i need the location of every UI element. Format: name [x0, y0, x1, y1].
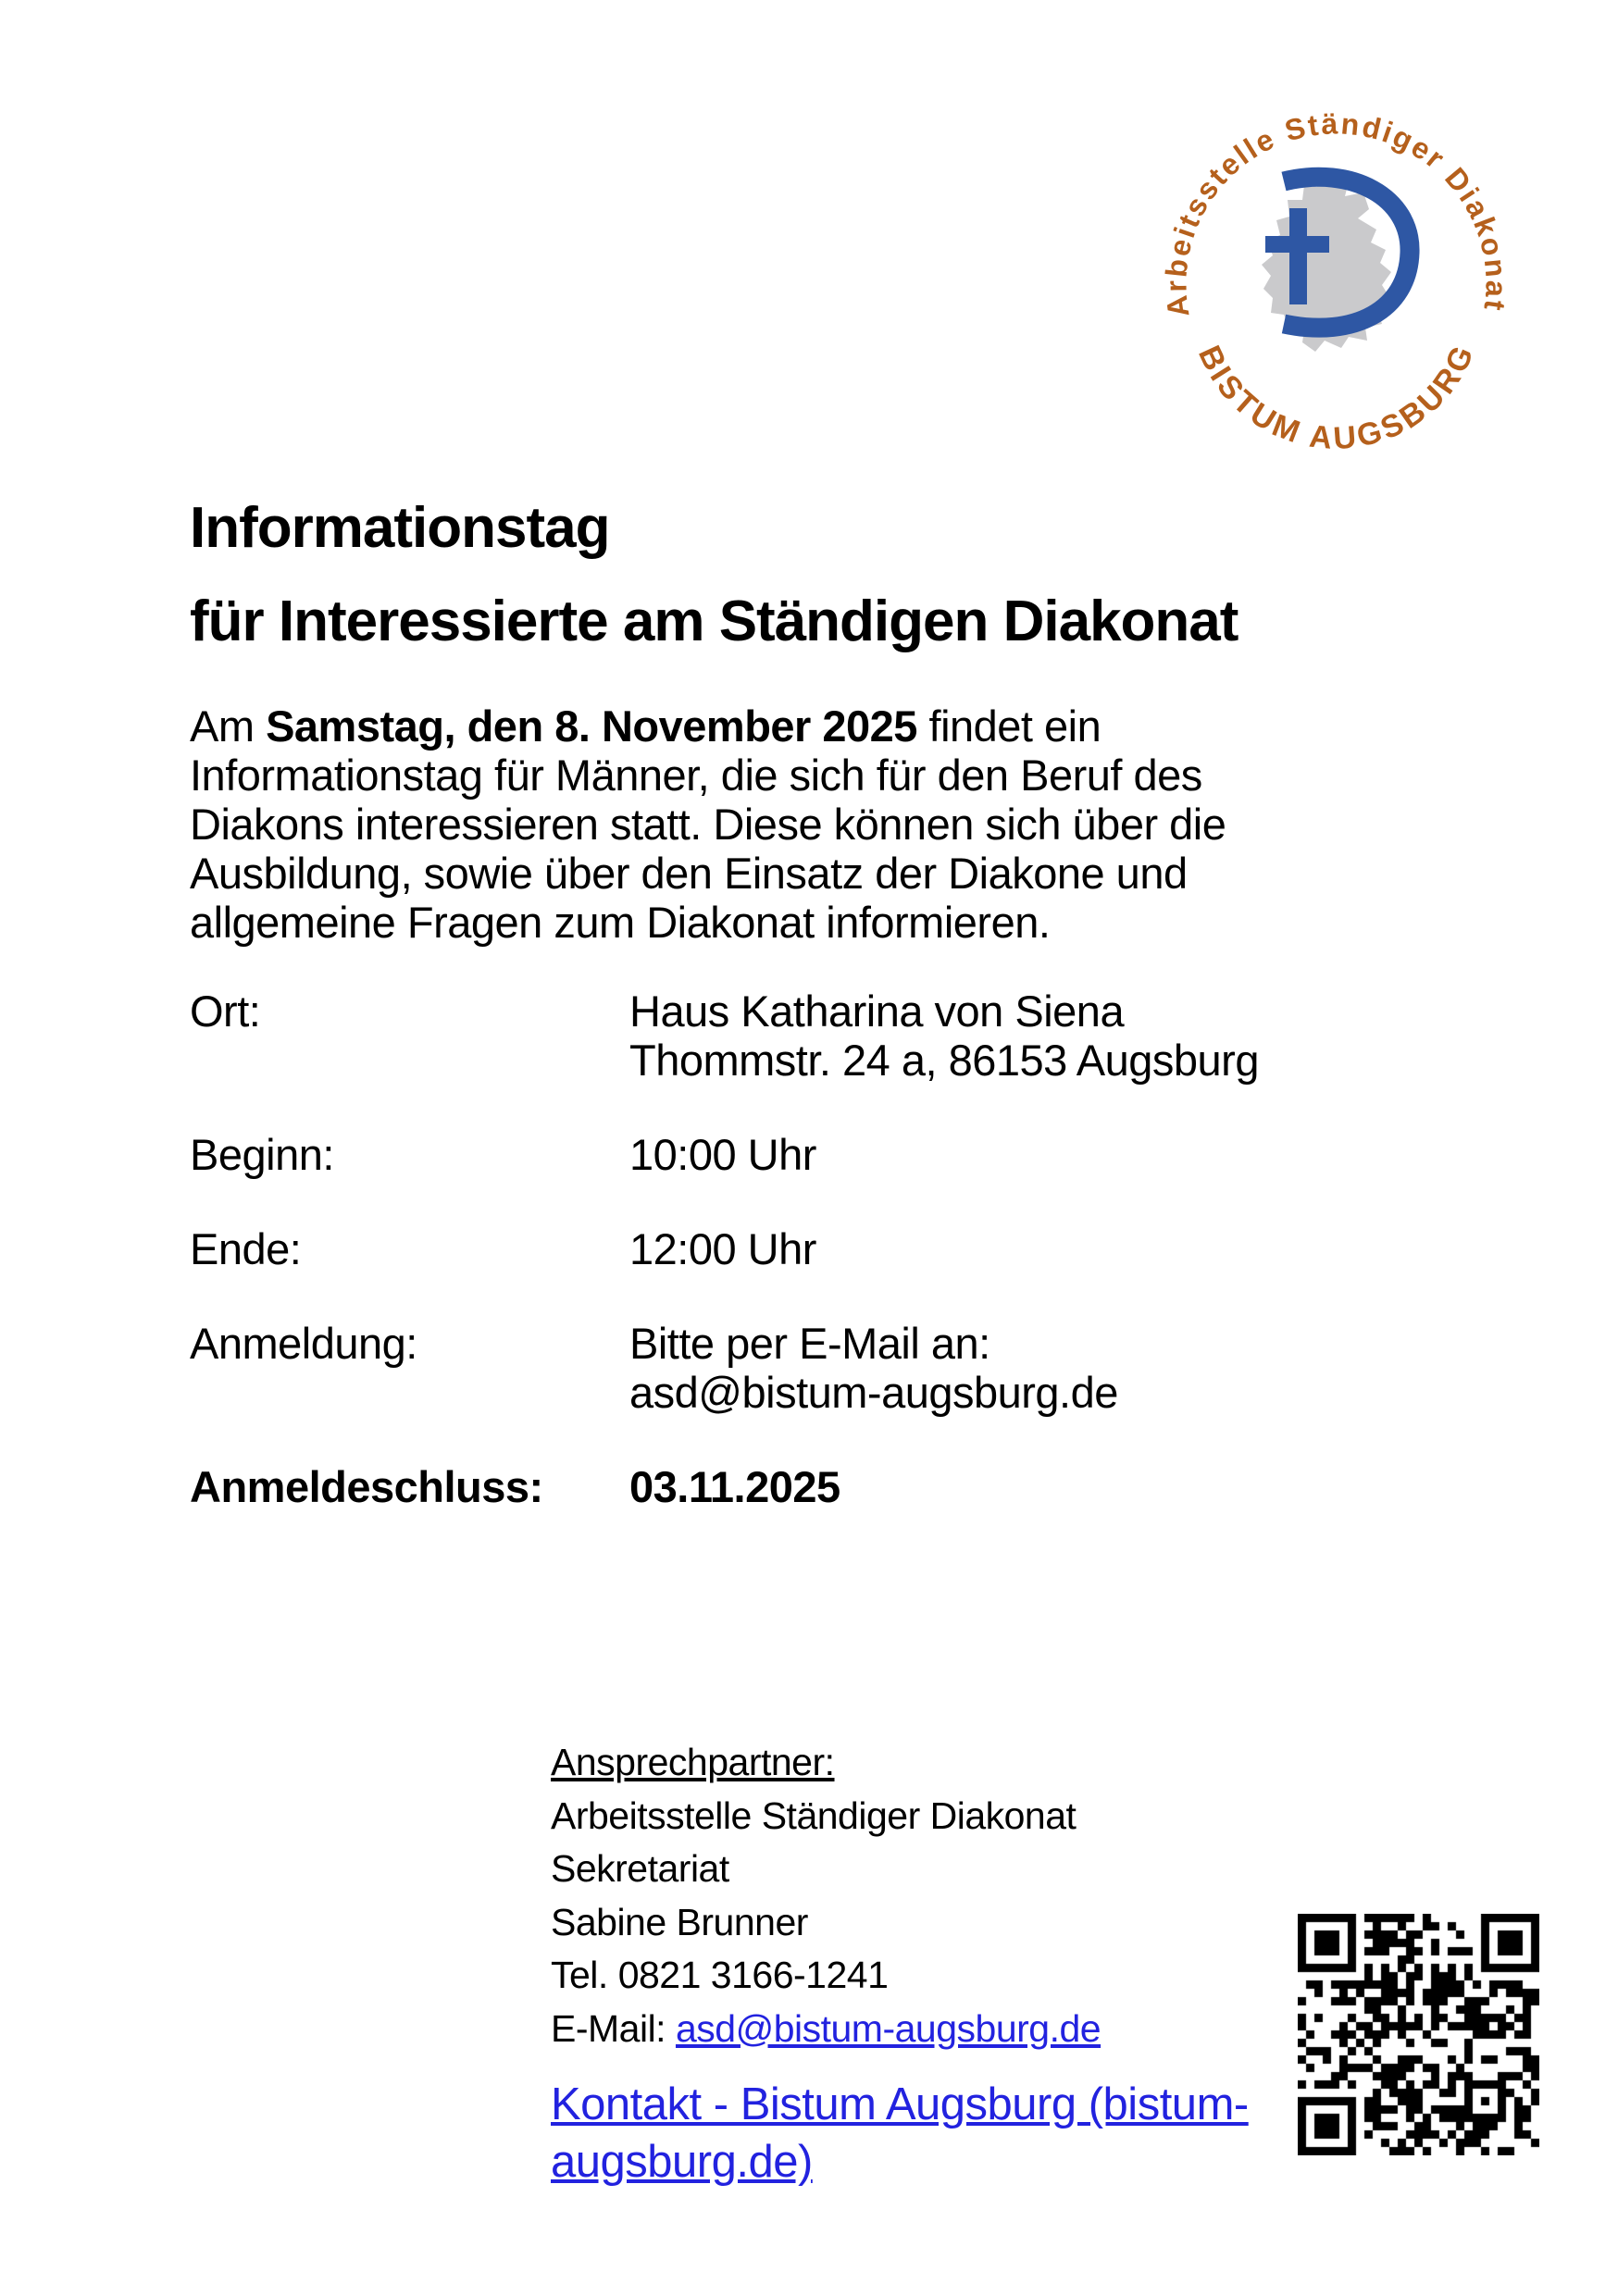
detail-row [190, 987, 1259, 1085]
detail-value [629, 1462, 1259, 1511]
intro-text-segment: Am [190, 701, 267, 751]
detail-label: Anmeldeschluss: [190, 1462, 543, 1511]
detail-value-line: asd@bistum-augsburg.de [629, 1368, 1118, 1417]
logo-arc-bottom-text: BISTUM AUGSBURG [1190, 338, 1483, 457]
intro-line [190, 898, 1226, 947]
cross-icon-bar [1265, 236, 1329, 253]
logo-arc-top-text: Arbeitsstelle Ständiger Diakonat [1159, 106, 1513, 319]
detail-value [629, 1130, 1259, 1179]
email-link[interactable]: asd@bistum-augsburg.de [675, 2006, 1101, 2050]
intro-text-segment: Ausbildung, sowie über den Einsatz der Diakone und [190, 849, 1188, 898]
contact-line: Sekretariat [551, 1847, 729, 1890]
contact-lines [551, 1790, 1347, 2003]
contact-line: Arbeitsstelle Ständiger Diakonat [551, 1793, 1077, 1837]
contact-heading: Ansprechpartner: [551, 1741, 835, 1783]
detail-value-line: 12:00 Uhr [629, 1224, 816, 1273]
contact-line: Sabine Brunner [551, 1900, 808, 1943]
bistum-augsburg-logo [1143, 81, 1532, 461]
page-title [190, 481, 1238, 668]
kontakt-link[interactable] [551, 2076, 1328, 2191]
kontakt-link-line: Kontakt - Bistum Augsburg (bistum- [551, 2079, 1249, 2129]
intro-text-segment: Samstag, den 8. November 2025 [266, 701, 917, 751]
page-title-line1: Informationstag [190, 496, 610, 560]
detail-value [629, 987, 1259, 1085]
contact-heading-line [551, 1736, 1347, 1790]
detail-value-line: Bitte per E-Mail an: [629, 1319, 990, 1368]
detail-label: Anmeldung: [190, 1319, 417, 1368]
detail-row [190, 1224, 1259, 1273]
detail-value-line: Thommstr. 24 a, 86153 Augsburg [629, 1036, 1259, 1085]
email-label: E-Mail: [551, 2006, 676, 2050]
contact-block [551, 1736, 1347, 2191]
contact-line: Tel. 0821 3166-1241 [551, 1954, 889, 1996]
intro-line [190, 849, 1226, 898]
svg-text:BISTUM AUGSBURG [1191, 338, 1482, 456]
detail-value [629, 1224, 1259, 1273]
detail-value [629, 1319, 1259, 1417]
detail-label: Ende: [190, 1224, 302, 1273]
detail-value-line: 03.11.2025 [629, 1462, 840, 1511]
event-details [190, 987, 1259, 1557]
kontakt-link-line: augsburg.de) [551, 2137, 813, 2187]
detail-value-line: 10:00 Uhr [629, 1130, 816, 1179]
detail-label: Ort: [190, 987, 261, 1036]
intro-text-segment: Diakons interessieren statt. Diese können sich über die [190, 800, 1226, 849]
detail-row [190, 1319, 1259, 1417]
intro-paragraph [190, 701, 1226, 947]
contact-email-line [551, 2003, 1347, 2056]
cross-icon [1289, 208, 1307, 304]
detail-value-line: Haus Katharina von Siena [629, 987, 1125, 1036]
qr-code [1298, 1914, 1539, 2155]
detail-row [190, 1462, 1259, 1511]
detail-row [190, 1130, 1259, 1179]
intro-text-segment: Informationstag für Männer, die sich für den Beruf des [190, 751, 1202, 800]
intro-text-segment: findet ein [916, 701, 1101, 751]
detail-label: Beginn: [190, 1130, 334, 1179]
intro-text-segment: allgemeine Fragen zum Diakonat informieren. [190, 898, 1051, 947]
intro-line [190, 800, 1226, 849]
intro-line [190, 701, 1226, 751]
intro-line [190, 751, 1226, 800]
page-title-line2: für Interessierte am Ständigen Diakonat [190, 590, 1238, 653]
